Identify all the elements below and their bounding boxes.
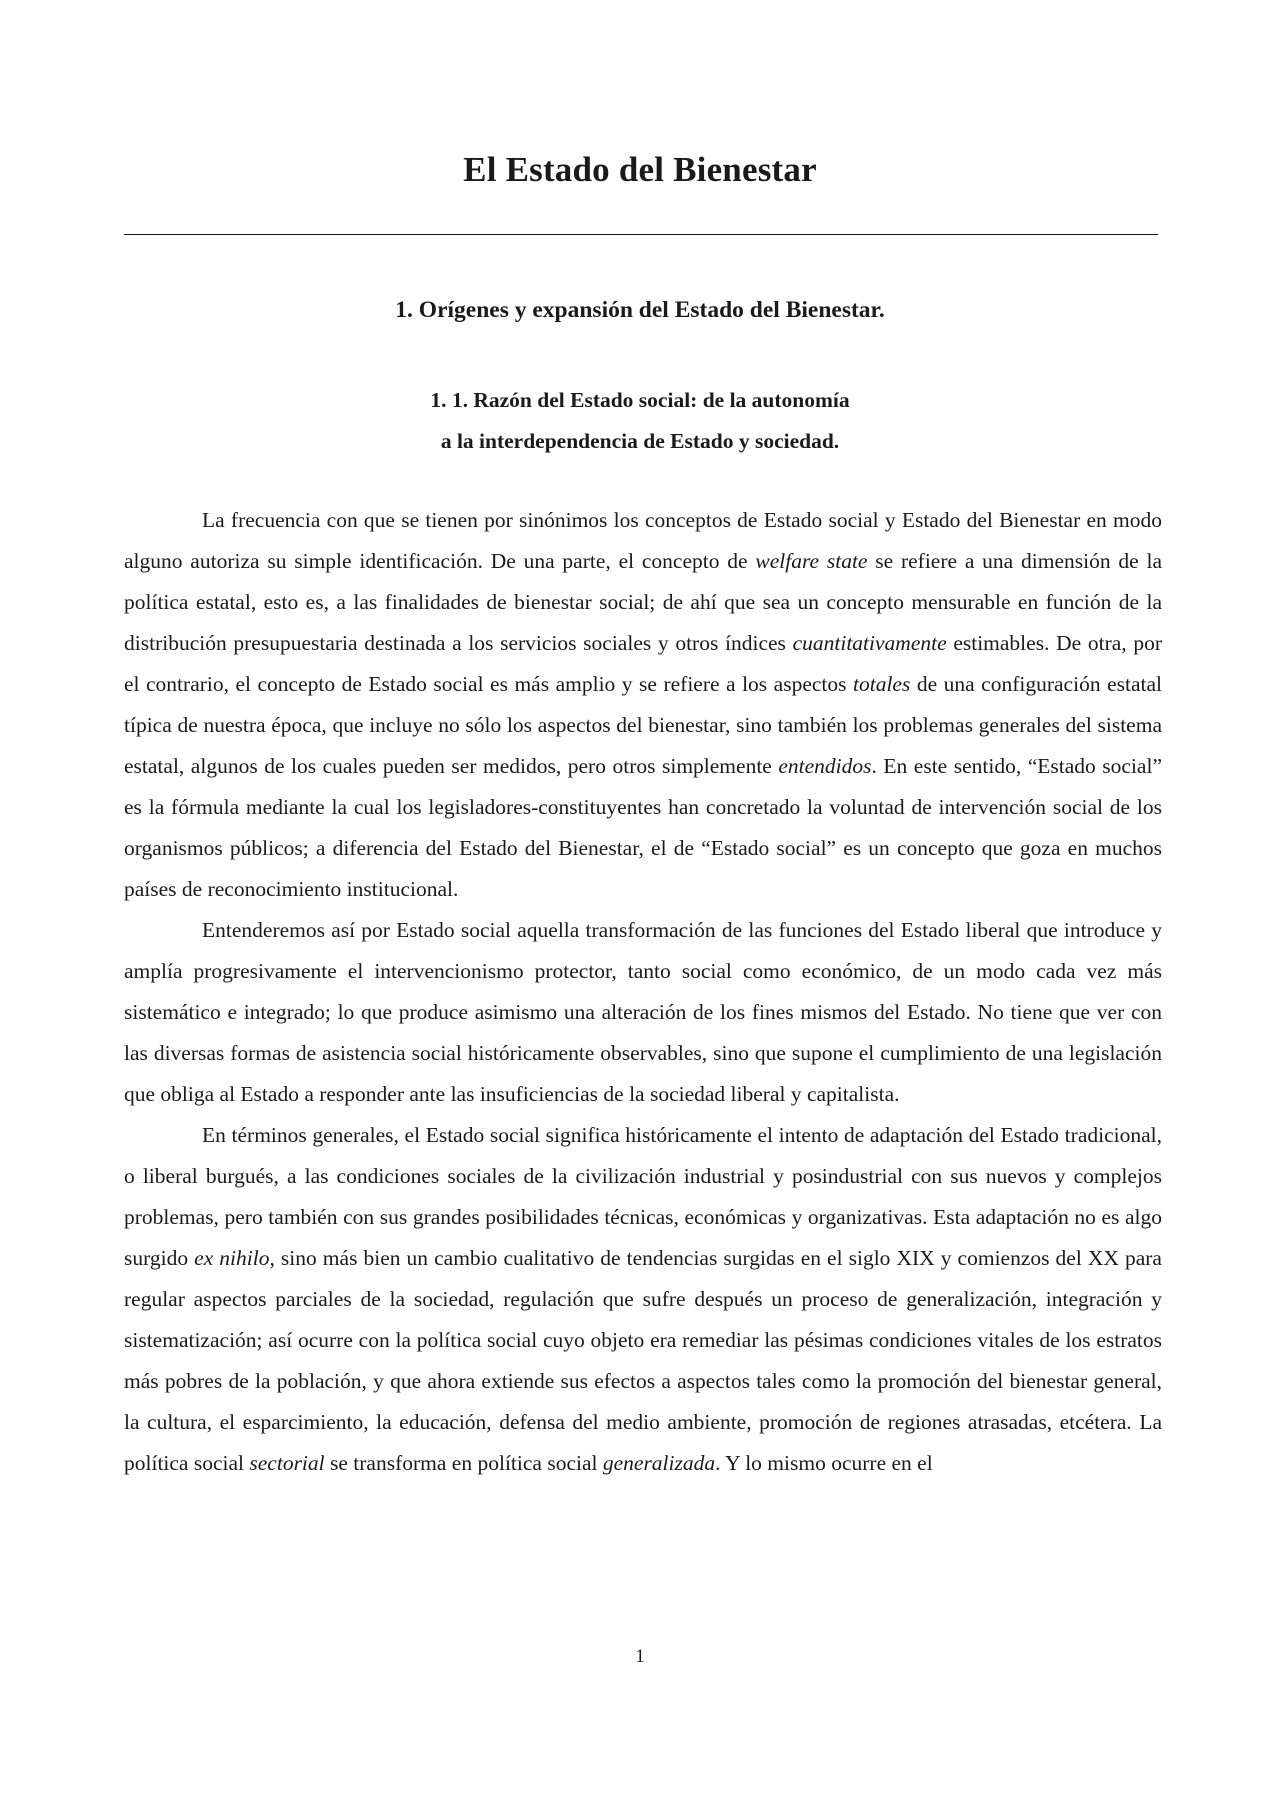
italic-run: generalizada — [602, 1451, 716, 1475]
subsection-heading — [0, 380, 1280, 462]
paragraph — [124, 910, 1162, 1115]
italic-run: cuantitativamente — [792, 631, 947, 655]
document-title: El Estado del Bienestar — [463, 150, 817, 189]
text-run: . En este sentido, “Estado social” es la fórmula mediante la cual los legisladores-constituyentes han concretado la voluntad de intervención social de los organismos públicos; a diferencia del Estado del Bienestar, el de “Estado social” es un concepto que goza en muchos países de reconocimiento institucional. — [124, 754, 1162, 901]
paragraph — [124, 1115, 1162, 1484]
section-heading: 1. Orígenes y expansión del Estado del Bienestar. — [395, 297, 885, 323]
body-text — [124, 500, 1162, 1484]
text-run: de una configuración estatal típica de nuestra época, que incluye no sólo los aspectos del bienestar, sino también los problemas generales del sistema estatal, algunos de los cuales pueden ser medidos, pero otros simplemente — [124, 672, 1162, 778]
italic-run: ex nihilo — [194, 1246, 270, 1270]
paragraph — [124, 500, 1162, 910]
text-run: Entenderemos así por Estado social aquella transformación de las funciones del Estado liberal que introduce y amplía progresivamente el intervencionismo protector, tanto social como económico, de un modo cada vez más sistemático e integrado; lo que produce asimismo una alteración de los fines mismos del Estado. No tiene que ver con las diversas formas de asistencia social históricamente observables, sino que supone el cumplimiento de una legislación que obliga al Estado a responder ante las insuficiencias de la sociedad liberal y capitalista. — [124, 918, 1162, 1106]
subsection-heading-line-2: a la interdependencia de Estado y sociedad. — [440, 429, 840, 453]
italic-run: entendidos — [778, 754, 872, 778]
page-number: 1 — [635, 1646, 645, 1667]
italic-run: sectorial — [249, 1451, 325, 1475]
title-underline-rule — [124, 234, 1158, 235]
italic-run: welfare state — [755, 549, 868, 573]
text-run: estimables. De otra, por el contrario, el concepto de Estado social es más amplio y se refiere a los aspectos — [124, 631, 1162, 696]
text-run: , sino más bien un cambio cualitativo de tendencias surgidas en el siglo XIX y comienzos del XX para regular aspectos parciales de la sociedad, regulación que sufre después un proceso de generalización, integración y sistematización; así ocurre con la política social cuyo objeto era remediar las pésimas condiciones vitales de los estratos más pobres de la población, y que ahora extiende sus efectos a aspectos tales como la promoción del bienestar general, la cultura, el esparcimiento, la educación, defensa del medio ambiente, promoción de regiones atrasadas, etcétera. La política social — [124, 1246, 1162, 1475]
text-run: . Y lo mismo ocurre en el — [715, 1451, 933, 1475]
text-run: En términos generales, el Estado social significa históricamente el intento de adaptación del Estado tradicional, o liberal burgués, a las condiciones sociales de la civilización industrial y posindustrial con sus nuevos y complejos problemas, pero también con sus grandes posibilidades técnicas, económicas y organizativas. Esta adaptación no es algo surgido — [124, 1123, 1162, 1270]
text-run: se transforma en política social — [324, 1451, 603, 1475]
italic-run: totales — [853, 672, 911, 696]
subsection-heading-line-1: 1. 1. Razón del Estado social: de la autonomía — [430, 388, 850, 412]
text-run: La frecuencia con que se tienen por sinónimos los conceptos de Estado social y Estado del Bienestar en modo alguno autoriza su simple identificación. De una parte, el concepto de — [124, 508, 1162, 573]
text-run: se refiere a una dimensión de la política estatal, esto es, a las finalidades de bienestar social; de ahí que sea un concepto mensurable en función de la distribución presupuestaria destinada a los servicios sociales y otros índices — [124, 549, 1162, 655]
